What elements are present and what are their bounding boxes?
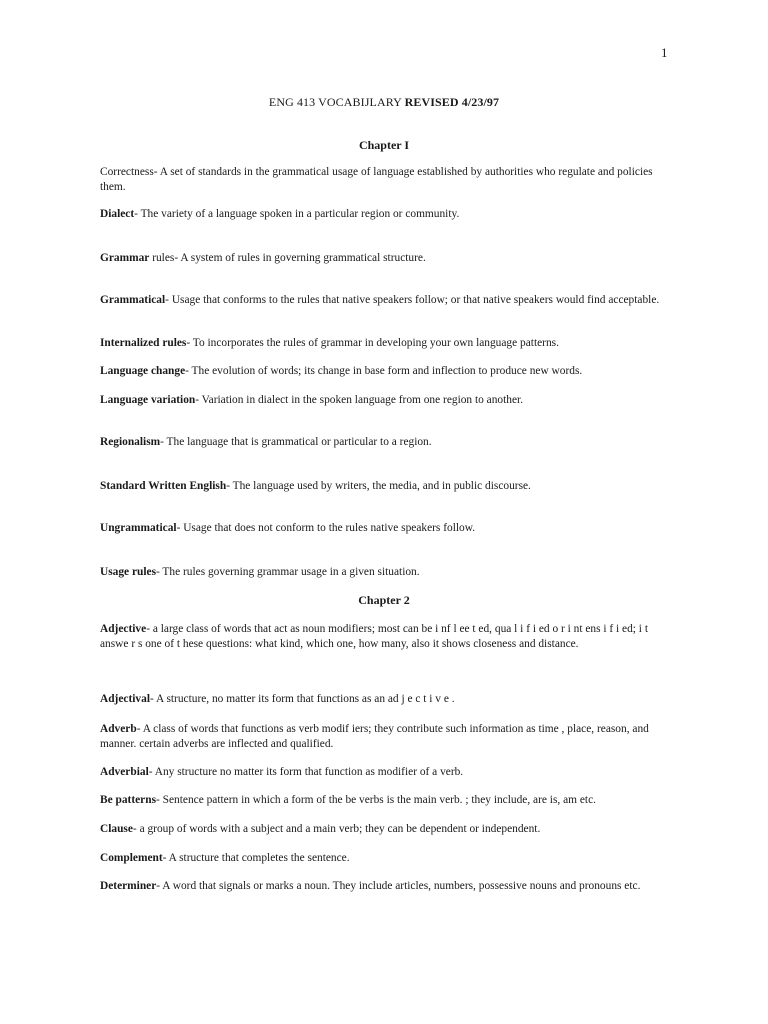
entry-term: Usage rules bbox=[100, 566, 156, 578]
chapter-1-heading: Chapter I bbox=[358, 138, 410, 152]
entry-usage-rules bbox=[100, 565, 668, 580]
entry-term: Language change bbox=[100, 365, 186, 377]
entry-definition: - A structure, no matter its form that functions as an ad j e c t i v e . bbox=[149, 693, 455, 705]
entry-definition: - Any structure no matter its form that function as modifier of a verb. bbox=[148, 766, 464, 778]
entry-standard-written-english bbox=[100, 479, 668, 494]
entry-definition: - The variety of a language spoken in a particular region or community. bbox=[134, 208, 460, 220]
entry-term: Regionalism bbox=[100, 436, 161, 448]
entry-definition: - The rules governing grammar usage in a given situation. bbox=[156, 566, 420, 578]
entry-term: Adverbial bbox=[100, 766, 149, 778]
entry-correctness bbox=[100, 165, 668, 194]
entry-adverb bbox=[100, 722, 668, 751]
entry-term: Adverb bbox=[100, 723, 137, 735]
entry-definition: Correctness- A set of standards in the grammatical usage of language established by authorities who regulate and policies them. bbox=[100, 166, 653, 193]
entry-term: Complement bbox=[100, 852, 163, 864]
entry-term: Clause bbox=[100, 823, 133, 835]
entry-definition: rules- A system of rules in governing grammatical structure. bbox=[149, 252, 426, 264]
entry-complement bbox=[100, 851, 668, 866]
entry-definition: - Sentence pattern in which a form of the be verbs is the main verb. ; they include, are is, am etc. bbox=[156, 794, 596, 806]
entry-definition: - a group of words with a subject and a main verb; they can be dependent or independent. bbox=[132, 823, 541, 835]
entry-definition: - The language that is grammatical or particular to a region. bbox=[160, 436, 432, 448]
entry-term: Grammar bbox=[100, 252, 150, 264]
entry-definition: - Usage that does not conform to the rules native speakers follow. bbox=[176, 522, 476, 534]
entry-adjective bbox=[100, 622, 668, 651]
entry-term: Grammatical bbox=[100, 294, 166, 306]
chapter-2-heading: Chapter 2 bbox=[358, 593, 410, 607]
entry-term: Language variation bbox=[100, 394, 196, 406]
document-title bbox=[0, 95, 768, 110]
entry-term: Determiner bbox=[100, 880, 157, 892]
entry-definition: - a large class of words that act as noun modifiers; most can be i nf l ee t ed, qua l i f i ed o r i nt ens i f i ed; i t answe r s one of t hese questions: what kind, which one, how many, also it shows closeness and distance. bbox=[100, 623, 648, 650]
entry-grammar-rules bbox=[100, 251, 668, 266]
entry-definition: - Variation in dialect in the spoken language from one region to another. bbox=[195, 394, 524, 406]
entry-definition: - A class of words that functions as verb modif iers; they contribute such information as time , place, reason, and manner. certain adverbs are inflected and qualified. bbox=[100, 723, 649, 750]
entry-term: Dialect bbox=[100, 208, 135, 220]
entry-term: Adjective bbox=[100, 623, 147, 635]
entry-term: Internalized rules bbox=[100, 337, 187, 349]
entry-definition: - Usage that conforms to the rules that native speakers follow; or that native speakers would find acceptable. bbox=[165, 294, 660, 306]
entry-adjectival bbox=[100, 692, 668, 707]
entry-adverbial bbox=[100, 765, 668, 780]
document-title-plain: ENG 413 VOCABIJLARY bbox=[268, 95, 405, 109]
entry-definition: - A structure that completes the sentence. bbox=[162, 852, 350, 864]
entry-definition: - The evolution of words; its change in base form and inflection to produce new words. bbox=[185, 365, 583, 377]
entry-language-change bbox=[100, 364, 668, 379]
page-number: 1 bbox=[661, 45, 668, 60]
entry-grammatical bbox=[100, 293, 668, 308]
entry-language-variation bbox=[100, 393, 668, 408]
entry-be-patterns bbox=[100, 793, 668, 808]
entry-definition: - To incorporates the rules of grammar in developing your own language patterns. bbox=[186, 337, 559, 349]
entry-internalized-rules bbox=[100, 336, 668, 351]
entry-term: Ungrammatical bbox=[100, 522, 177, 534]
entry-determiner bbox=[100, 879, 668, 894]
entry-term: Be patterns bbox=[100, 794, 156, 806]
entry-ungrammatical bbox=[100, 521, 668, 536]
entry-regionalism bbox=[100, 435, 668, 450]
entry-term: Standard Written English bbox=[100, 480, 227, 492]
entry-term: Adjectival bbox=[100, 693, 150, 705]
entry-definition: - A word that signals or marks a noun. They include articles, numbers, possessive nouns and pronouns etc. bbox=[156, 880, 641, 892]
document-title-revised: REVISED 4/23/97 bbox=[404, 95, 500, 109]
entry-dialect bbox=[100, 207, 668, 222]
entry-definition: - The language used by writers, the media, and in public discourse. bbox=[226, 480, 531, 492]
entry-clause bbox=[100, 822, 668, 837]
